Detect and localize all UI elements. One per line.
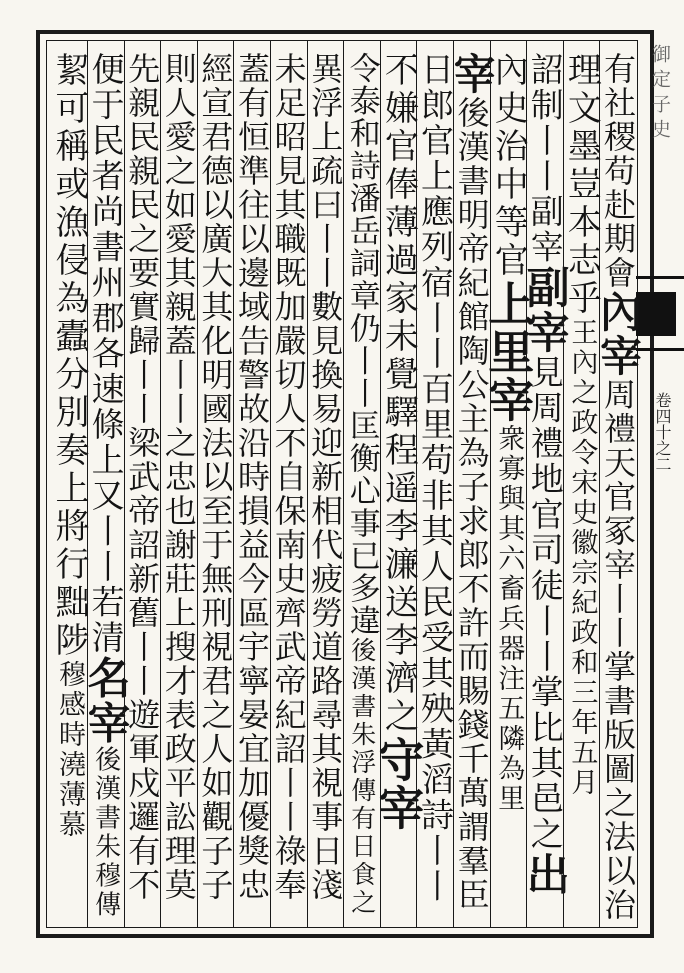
column-rule xyxy=(490,40,491,928)
entry-heading: 守宰 xyxy=(371,736,426,832)
text-column xyxy=(308,52,343,924)
column-rule xyxy=(380,40,381,928)
annotation-text: 穆感時澆薄慕 xyxy=(53,660,85,840)
text-column xyxy=(161,52,196,924)
body-text: 則人愛之如愛其親蓋丨丨之忠也謝莊上搜才表政平訟理莫 xyxy=(159,52,198,902)
annotation-text: 後漢書朱浮傳有日食之 xyxy=(347,637,377,917)
fishtail-line-bottom xyxy=(636,348,684,351)
spine-title: 御定子史 xyxy=(649,44,671,144)
body-text: 周禮天官冢宰丨丨掌書版圖之法以治 xyxy=(598,378,637,922)
text-column xyxy=(447,52,497,924)
text-column xyxy=(80,52,131,924)
text-column xyxy=(481,52,536,924)
text-column xyxy=(48,52,89,924)
body-text: 令泰和詩潘岳詞章仍丨丨匡衡心事已多違 xyxy=(343,52,380,637)
annotation-text: 後漢書朱穆傳 xyxy=(90,745,121,920)
annotation-text: 衆寡與其六畜兵器注五隣為里 xyxy=(493,424,525,814)
annotation-text: 王內之政令宋史徽宗紀政和三年五月 xyxy=(566,318,598,798)
entry-heading: 宰 xyxy=(447,52,497,96)
body-text: 內史治中等官 xyxy=(488,52,529,280)
body-text: 不嫌官俸薄過家未覺驛程遥李濂送李濟之 xyxy=(378,52,419,736)
text-column xyxy=(125,52,160,924)
entry-heading: 上里宰 xyxy=(481,280,536,424)
body-text: 詔制丨丨副宰 xyxy=(525,52,565,265)
body-text: 未足昭見其職既加嚴切人不自保南史齊武帝紀詔丨丨祿奉 xyxy=(269,52,308,902)
column-rule xyxy=(124,40,125,928)
body-text: 見 xyxy=(525,355,565,391)
column-rule xyxy=(87,40,88,928)
column-rule xyxy=(233,40,234,928)
body-text: 有社稷苟赴期會 xyxy=(598,52,637,290)
body-text: 周禮地官司徒丨丨掌比其邑之 xyxy=(525,390,565,852)
body-text: 經宣君德以廣大其化明國法以至于無刑視君之人如觀子子 xyxy=(196,52,235,902)
text-column xyxy=(198,52,233,924)
body-text: 絜可稱或漁侵為蠹分別奏上將行黜陟 xyxy=(48,52,89,660)
juan-number: 卷四十之二 xyxy=(653,392,672,472)
column-rule xyxy=(160,40,161,928)
column-rule xyxy=(197,40,198,928)
body-text: 便于民者尚書州郡各速條上又丨丨若清 xyxy=(86,52,126,656)
column-rule xyxy=(416,40,417,928)
text-column xyxy=(561,52,602,924)
text-column xyxy=(371,52,426,924)
body-text: 日郎官上應列宿丨丨百里苟非其人民受其殃黃滔詩丨丨 xyxy=(415,52,455,904)
column-rule xyxy=(563,40,564,928)
column-rule xyxy=(599,40,600,928)
column-rule xyxy=(343,40,344,928)
entry-heading: 名宰 xyxy=(80,655,131,746)
text-column xyxy=(519,52,570,924)
body-text: 異浮上疏曰丨丨數見換易迎新相代疲勞道路尋其視事日淺 xyxy=(306,52,345,902)
body-text: 後漢書明帝紀館陶公主為子求郎不許而賜錢千萬謂羣臣 xyxy=(452,96,491,912)
entry-heading: 出 xyxy=(519,852,570,897)
text-column xyxy=(234,52,269,924)
column-rule xyxy=(526,40,527,928)
fishtail-line-top xyxy=(636,276,684,279)
entry-heading: 副宰 xyxy=(519,265,570,355)
entry-heading: 內宰 xyxy=(593,290,643,378)
column-rule xyxy=(453,40,454,928)
text-column xyxy=(344,52,379,924)
column-rule xyxy=(307,40,308,928)
body-text: 先親民親民之要實歸丨丨梁武帝詔新舊丨丨遊軍戍邏有不 xyxy=(123,52,162,902)
body-text: 蓋有恒準往以邊域告警故沿時損益今區宇寧晏宜加優獎忠 xyxy=(232,52,271,902)
text-column xyxy=(593,52,643,924)
text-column xyxy=(271,52,306,924)
column-rule xyxy=(270,40,271,928)
body-text: 理文墨豈本志乎 xyxy=(561,52,602,318)
